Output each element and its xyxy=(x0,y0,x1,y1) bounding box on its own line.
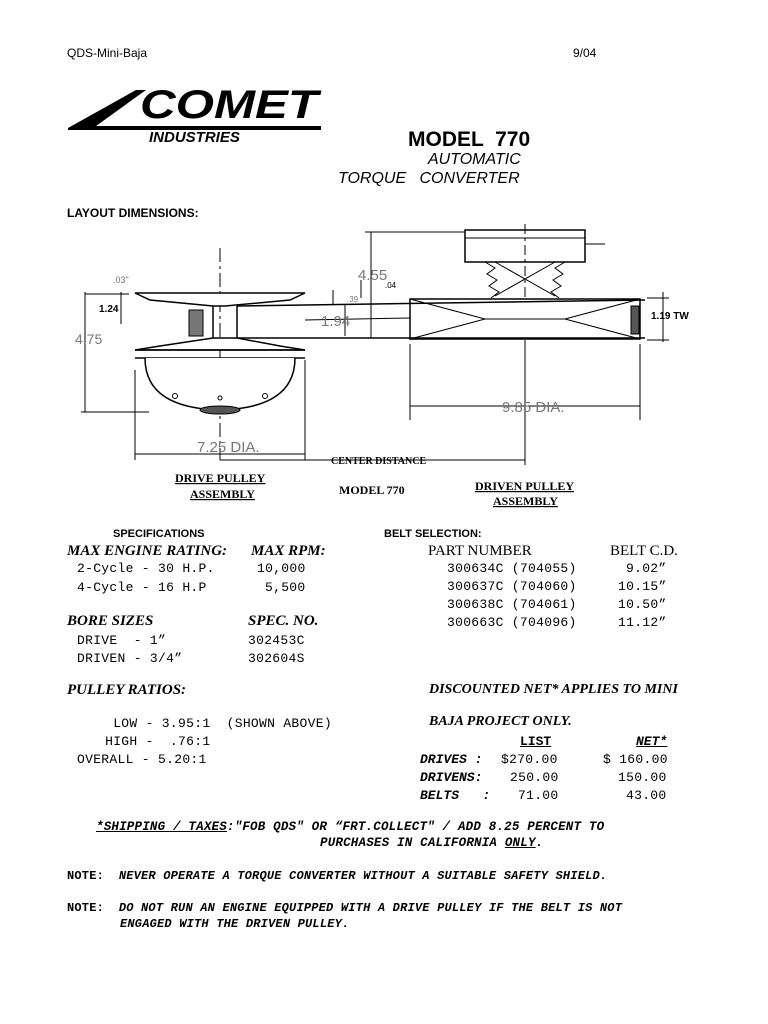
belt-selection-heading: BELT SELECTION: xyxy=(384,528,482,540)
price-row-list: $270.00 xyxy=(501,752,558,767)
price-row-net: $ 160.00 xyxy=(603,752,668,767)
belt-row-part: 300634C (704055) xyxy=(447,561,577,576)
belt-row-part: 300638C (704061) xyxy=(447,597,577,612)
bore-row-label: DRIVE - 1” xyxy=(77,633,167,648)
dim-039: .39 xyxy=(347,295,359,304)
drive-pulley-label-1: DRIVE PULLEY xyxy=(175,471,266,485)
title-torque-converter: TORQUE CONVERTER xyxy=(338,170,520,187)
belt-row-part: 300663C (704096) xyxy=(447,615,577,630)
part-number-heading: PART NUMBER xyxy=(428,543,532,559)
price-row-label: BELTS : xyxy=(420,788,491,803)
spec-no-heading: SPEC. NO. xyxy=(248,613,319,629)
pulley-ratios-heading: PULLEY RATIOS: xyxy=(67,682,187,698)
dim-003: .03" xyxy=(113,275,129,285)
dim-004: .04 xyxy=(385,281,397,290)
layout-dimensions-label: LAYOUT DIMENSIONS: xyxy=(67,206,199,220)
center-distance-label: CENTER DISTANCE xyxy=(331,456,427,467)
dim-985: 9.85 DIA. xyxy=(502,399,565,416)
note-safety-shield: NOTE: NEVER OPERATE A TORQUE CONVERTER WITHOUT A SUITABLE SAFETY SHIELD. xyxy=(67,869,608,883)
engine-row-label: 4-Cycle - 16 H.P xyxy=(77,580,207,595)
belt-cd-heading: BELT C.D. xyxy=(610,543,678,559)
title-automatic: AUTOMATIC xyxy=(428,151,521,168)
belt-row-cd: 11.12” xyxy=(618,615,667,630)
ratio-row: OVERALL - 5.20:1 xyxy=(77,752,207,767)
ratio-row: LOW - 3.95:1 (SHOWN ABOVE) xyxy=(97,716,332,731)
price-row-net: 150.00 xyxy=(618,770,667,785)
dim-194: 1.94 xyxy=(321,313,351,330)
bore-row-label: DRIVEN - 3/4” xyxy=(77,651,183,666)
header-date: 9/04 xyxy=(573,46,597,60)
note-belt-engagement: NOTE: DO NOT RUN AN ENGINE EQUIPPED WITH A DRIVE PULLEY IF THE BELT IS NOT xyxy=(67,901,623,915)
net-heading: NET* xyxy=(636,734,668,749)
shipping-line1: *SHIPPING / TAXES:"FOB QDS" OR “FRT.COLLECT" / ADD 8.25 PERCENT TO xyxy=(96,820,605,834)
bore-row-spec: 302453C xyxy=(248,633,305,648)
drive-pulley-label-2: ASSEMBLY xyxy=(190,487,255,501)
dim-455: 4.55 xyxy=(358,267,388,284)
logo-brand-text: COMET xyxy=(140,83,323,127)
dim-119: 1.19 TW xyxy=(651,311,689,322)
bore-sizes-heading: BORE SIZES xyxy=(67,613,154,629)
list-heading: LIST xyxy=(520,734,552,749)
price-row-list: 250.00 xyxy=(510,770,559,785)
driven-pulley-label-1: DRIVEN PULLEY xyxy=(475,479,575,493)
layout-diagram xyxy=(65,220,705,520)
belt-row-part: 300637C (704060) xyxy=(447,579,577,594)
driven-pulley-label-2: ASSEMBLY xyxy=(493,494,558,508)
diagram-model-label: MODEL 770 xyxy=(339,483,405,497)
price-row-label: DRIVES : xyxy=(420,752,483,767)
specs-heading: SPECIFICATIONS xyxy=(113,528,205,540)
comet-logo xyxy=(66,78,328,148)
belt-row-cd: 10.15” xyxy=(618,579,667,594)
belt-row-cd: 9.02” xyxy=(626,561,667,576)
header-doc-id: QDS-Mini-Baja xyxy=(67,46,148,60)
engine-row-rpm: 10,000 xyxy=(257,561,306,576)
dim-475: 4.75 xyxy=(75,331,103,347)
bore-row-spec: 302604S xyxy=(248,651,305,666)
dim-124: 1.24 xyxy=(99,304,119,315)
shipping-label: *SHIPPING / TAXES xyxy=(96,820,227,834)
dim-725: 7.25 DIA. xyxy=(197,439,260,456)
max-rpm-heading: MAX RPM: xyxy=(251,543,326,559)
engine-row-rpm: 5,500 xyxy=(265,580,306,595)
price-row-list: 71.00 xyxy=(518,788,559,803)
belt-row-cd: 10.50” xyxy=(618,597,667,612)
ratio-row: HIGH - .76:1 xyxy=(97,734,211,749)
logo-sub-text: INDUSTRIES xyxy=(149,129,240,146)
discount-note-line1: DISCOUNTED NET* APPLIES TO MINI xyxy=(429,682,678,697)
discount-note-line2: BAJA PROJECT ONLY. xyxy=(429,714,572,729)
note-belt-engagement-line2: ENGAGED WITH THE DRIVEN PULLEY. xyxy=(120,917,350,931)
engine-rating-heading: MAX ENGINE RATING: xyxy=(67,543,228,559)
engine-row-label: 2-Cycle - 30 H.P. xyxy=(77,561,215,576)
price-row-label: DRIVENS: xyxy=(420,770,483,785)
shipping-line2: PURCHASES IN CALIFORNIA ONLY. xyxy=(320,836,544,850)
price-row-net: 43.00 xyxy=(626,788,667,803)
model-title: MODEL 770 xyxy=(408,128,531,151)
